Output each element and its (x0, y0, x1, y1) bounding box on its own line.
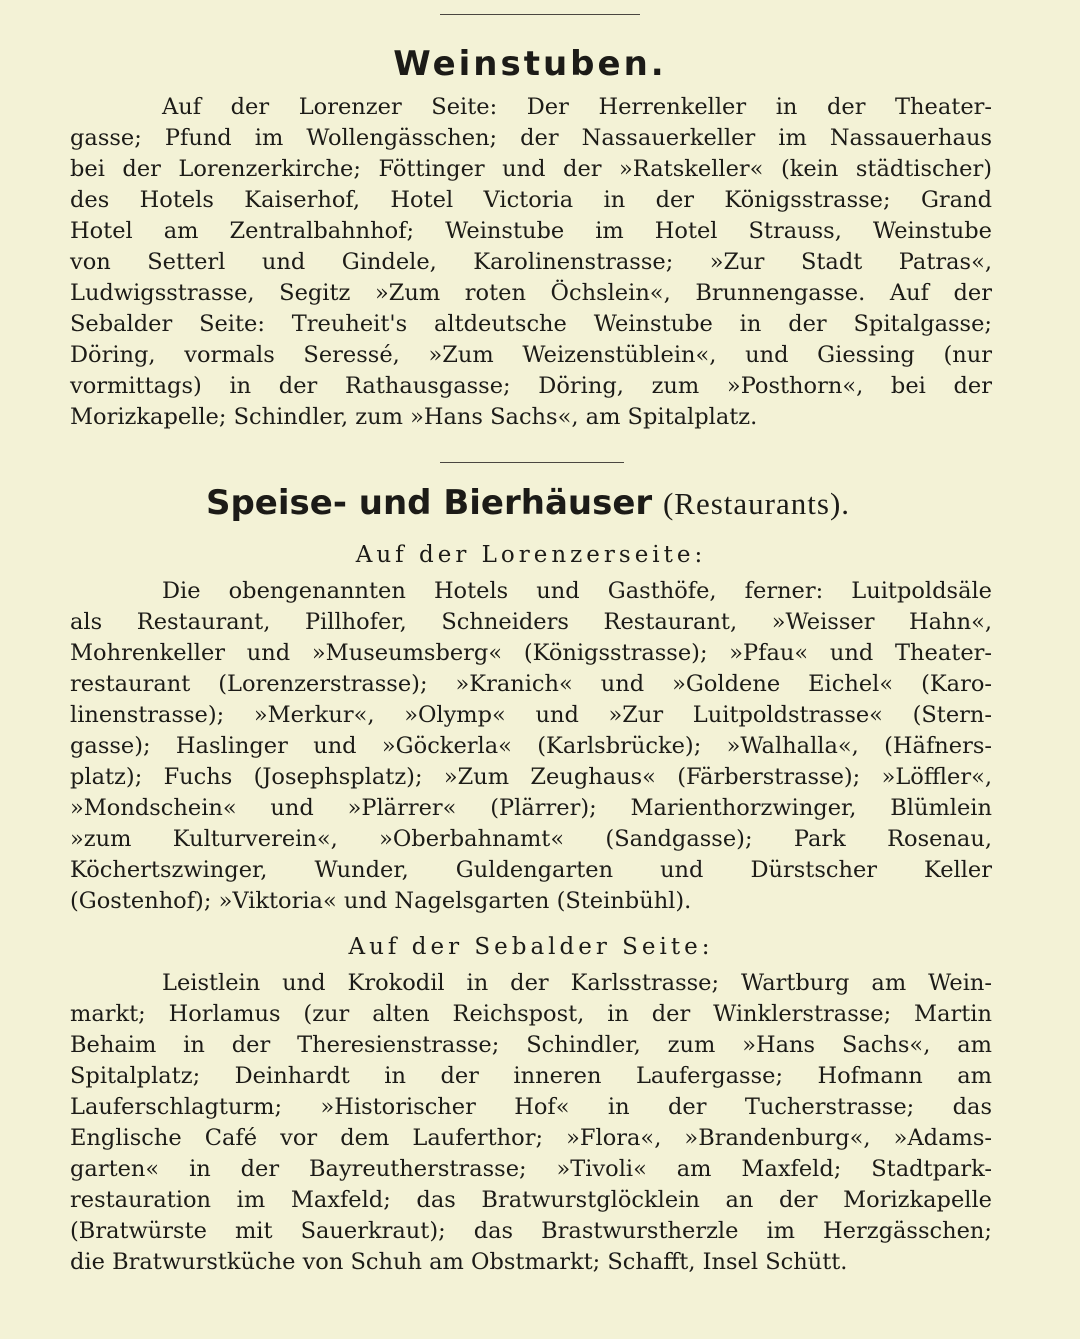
text-line: gasse; Pfund im Wollengässchen; der Nassauerkeller im Nassauerhaus (70, 125, 992, 151)
lorenz-side-subheading: Auf der Lorenzerseite: (355, 542, 707, 568)
text-line: Die obengenannten Hotels und Gasthöfe, ferner: Luitpoldsäle (162, 578, 992, 604)
text-line: markt; Horlamus (zur alten Reichspost, in der Winklerstrasse; Martin (70, 1001, 992, 1027)
text-line: Spitalplatz; Deinhardt in der inneren Laufergasse; Hofmann am (70, 1063, 992, 1089)
restaurants-heading-paren: (Restaurants). (662, 486, 851, 521)
text-line: garten« in der Bayreutherstrasse; »Tivoli« am Maxfeld; Stadtpark- (70, 1156, 992, 1182)
text-line: restauration im Maxfeld; das Bratwurstglöcklein an der Morizkapelle (70, 1187, 992, 1213)
text-line: restaurant (Lorenzerstrasse); »Kranich« und »Goldene Eichel« (Karo- (70, 671, 992, 697)
top-divider-rule (440, 14, 640, 15)
text-line: Lauferschlagturm; »Historischer Hof« in der Tucherstrasse; das (70, 1094, 992, 1120)
text-line: (Gostenhof); »Viktoria« und Nagelsgarten (Steinbühl). (70, 888, 692, 914)
text-line: des Hotels Kaiserhof, Hotel Victoria in der Königsstrasse; Grand (70, 187, 992, 213)
sebald-side-subheading: Auf der Sebalder Seite: (348, 934, 714, 960)
text-line: Englische Café vor dem Lauferthor; »Flora«, »Brandenburg«, »Adams- (70, 1125, 992, 1151)
wine-section-heading: Weinstuben. (393, 44, 667, 84)
text-line: als Restaurant, Pillhofer, Schneiders Restaurant, »Weisser Hahn«, (70, 609, 992, 635)
text-line: Döring, vormals Seressé, »Zum Weizenstüblein«, und Giessing (nur (70, 342, 992, 368)
text-line: vormittags) in der Rathausgasse; Döring, zum »Posthorn«, bei der (70, 373, 992, 399)
restaurants-heading-main: Speise- und Bierhäuser (205, 483, 653, 523)
restaurants-section-heading (0, 483, 1056, 523)
text-line: »zum Kulturverein«, »Oberbahnamt« (Sandgasse); Park Rosenau, (70, 826, 992, 852)
text-line: Mohrenkeller und »Museumsberg« (Königsstrasse); »Pfau« und Theater- (70, 640, 992, 666)
text-line: (Bratwürste mit Sauerkraut); das Brastwurstherzle im Herzgässchen; (70, 1218, 992, 1244)
text-line: von Setterl und Gindele, Karolinenstrasse; »Zur Stadt Patras«, (70, 249, 992, 275)
text-line: Auf der Lorenzer Seite: Der Herrenkeller in der Theater- (162, 94, 992, 120)
text-line: Sebalder Seite: Treuheit's altdeutsche Weinstube in der Spitalgasse; (70, 311, 992, 337)
text-line: die Bratwurstküche von Schuh am Obstmarkt; Schafft, Insel Schütt. (70, 1249, 848, 1275)
sebald-side-paragraph (70, 968, 992, 1278)
text-line: platz); Fuchs (Josephsplatz); »Zum Zeughaus« (Färberstrasse); »Löffler«, (70, 764, 992, 790)
wine-paragraph (70, 92, 992, 433)
text-line: Morizkapelle; Schindler, zum »Hans Sachs«, am Spitalplatz. (70, 404, 758, 430)
text-line: Ludwigsstrasse, Segitz »Zum roten Öchslein«, Brunnengasse. Auf der (70, 280, 992, 306)
lorenz-side-paragraph (70, 576, 992, 917)
text-line: »Mondschein« und »Plärrer« (Plärrer); Marienthorzwinger, Blümlein (70, 795, 992, 821)
section-divider-rule (440, 462, 624, 463)
text-line: Köchertszwinger, Wunder, Guldengarten und Dürstscher Keller (70, 857, 992, 883)
text-line: Leistlein und Krokodil in der Karlsstrasse; Wartburg am Wein- (162, 970, 992, 996)
text-line: linenstrasse); »Merkur«, »Olymp« und »Zur Luitpoldstrasse« (Stern- (70, 702, 992, 728)
text-line: bei der Lorenzerkirche; Föttinger und der »Ratskeller« (kein städtischer) (70, 156, 992, 182)
text-line: Behaim in der Theresienstrasse; Schindler, zum »Hans Sachs«, am (70, 1032, 992, 1058)
text-line: Hotel am Zentralbahnhof; Weinstube im Hotel Strauss, Weinstube (70, 218, 992, 244)
text-line: gasse); Haslinger und »Göckerla« (Karlsbrücke); »Walhalla«, (Häfners- (70, 733, 992, 759)
